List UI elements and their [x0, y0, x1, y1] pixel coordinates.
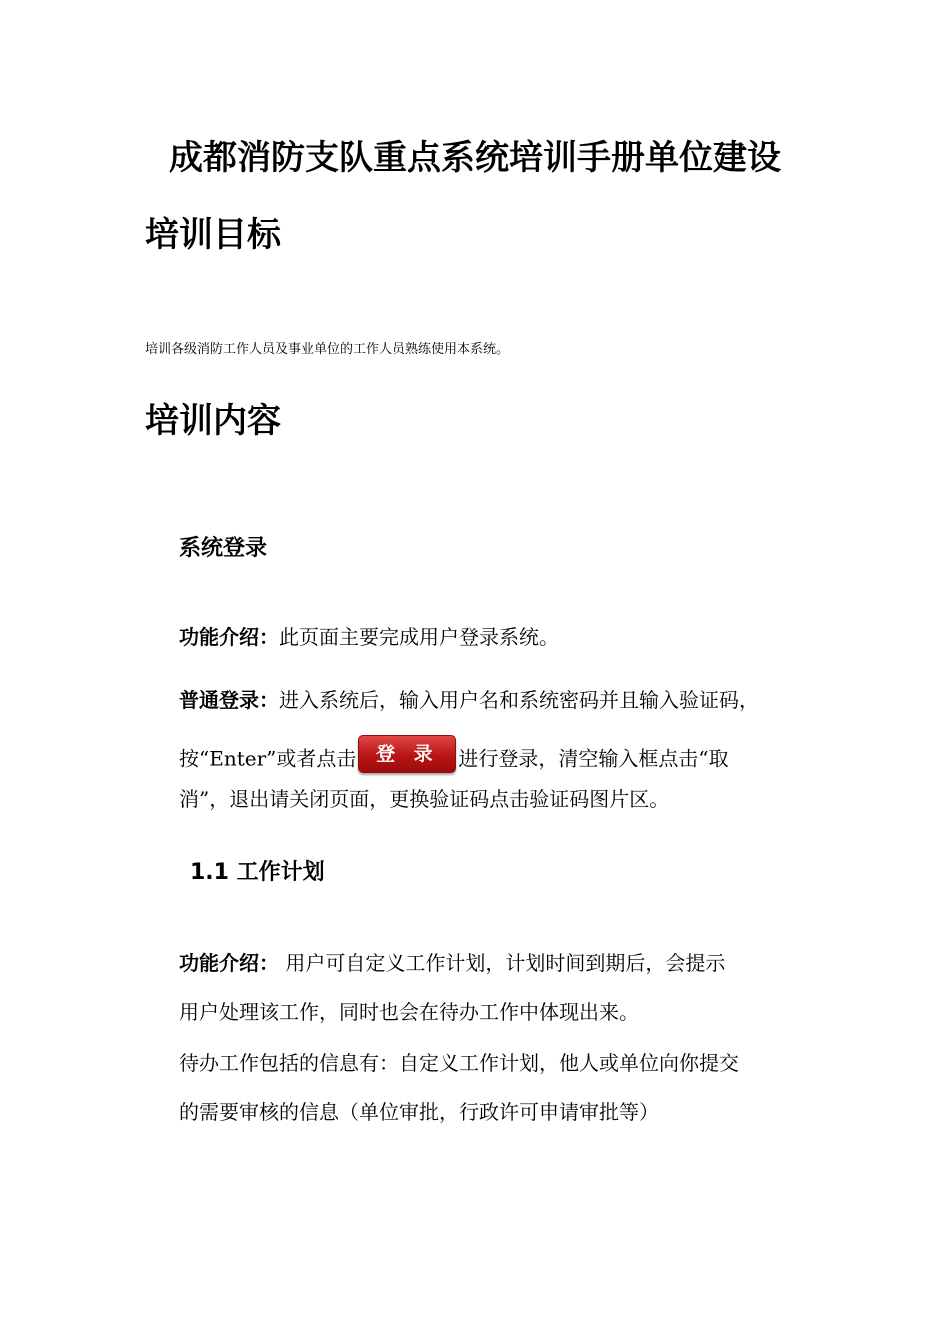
plan-intro-line1: [179, 950, 725, 976]
normal-login-line3: 消”，退出请关闭页面，更换验证码点击验证码图片区。: [179, 787, 670, 811]
plan-intro-label: 功能介绍：: [179, 951, 279, 975]
normal-login-line1: [179, 687, 759, 713]
normal-login-label: 普通登录：: [179, 688, 279, 712]
login-intro: [179, 624, 559, 650]
heading-work-plan: 1.1 工作计划: [190, 860, 325, 885]
heading-system-login: 系统登录: [179, 536, 268, 561]
heading-training-content: 培训内容: [145, 401, 281, 441]
plan-line4: 的需要审核的信息（单位审批，行政许可申请审批等）: [179, 1100, 659, 1124]
normal-login-line2: [179, 741, 729, 779]
document-title: 成都消防支队重点系统培训手册单位建设: [169, 138, 781, 178]
normal-login-text: 进入系统后，输入用户名和系统密码并且输入验证码，: [279, 688, 759, 712]
heading-training-goal: 培训目标: [145, 215, 281, 255]
plan-line2: 用户处理该工作，同时也会在待办工作中体现出来。: [179, 1000, 639, 1024]
normal-login-text-b: 进行登录，清空输入框点击“取: [458, 746, 729, 771]
login-button-image: 登 录: [358, 735, 456, 773]
plan-line3: 待办工作包括的信息有：自定义工作计划，他人或单位向你提交: [179, 1051, 739, 1075]
login-intro-label: 功能介绍：: [179, 625, 279, 649]
training-goal-text: 培训各级消防工作人员及事业单位的工作人员熟练使用本系统。: [145, 342, 510, 357]
normal-login-text-a: 按“Enter”或者点击: [179, 746, 357, 771]
plan-intro-text: 用户可自定义工作计划，计划时间到期后，会提示: [279, 951, 726, 975]
login-intro-text: 此页面主要完成用户登录系统。: [279, 625, 559, 649]
